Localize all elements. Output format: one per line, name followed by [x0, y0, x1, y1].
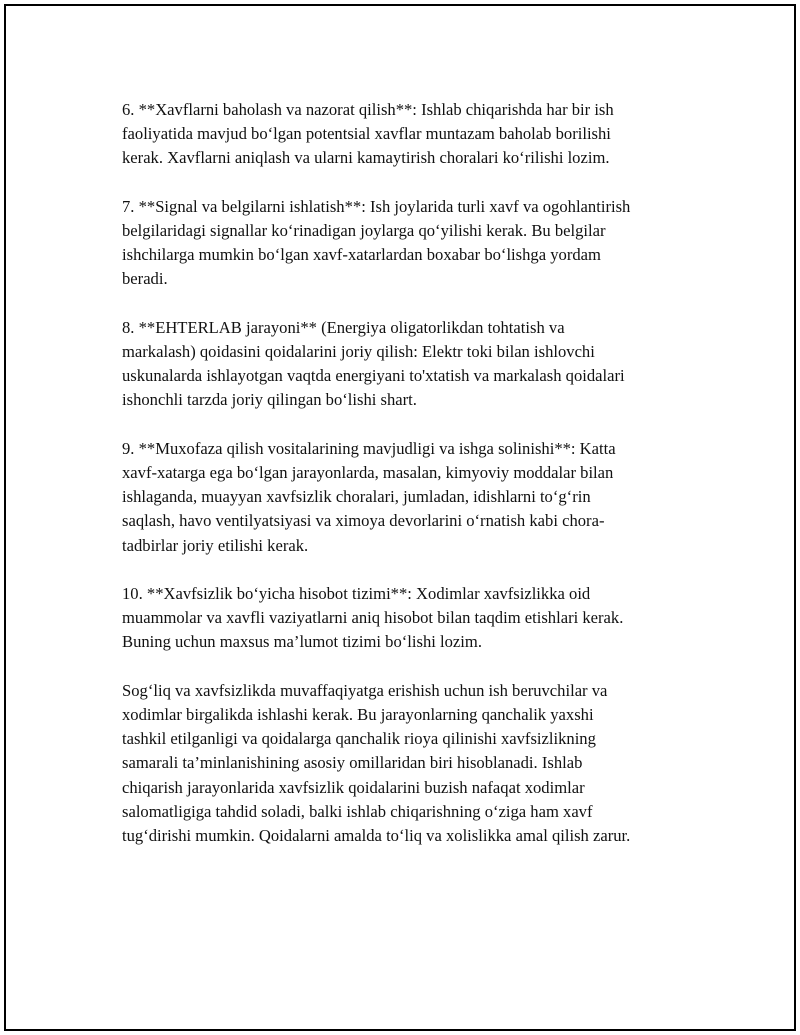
text-line: 7. **Signal va belgilarni ishlatish**: Ish joylarida turli xavf va ogohlantirish — [122, 196, 631, 216]
text-line: chiqarish jarayonlarida xavfsizlik qoidalarini buzish nafaqat xodimlar — [122, 777, 585, 797]
text-line: xavf-xatarga ega bo‘lgan jarayonlarda, masalan, kimyoviy moddalar bilan — [122, 463, 614, 482]
text-line: uskunalarda ishlayotgan vaqtda energiyani to'xtatish va markalash qoidalari — [122, 366, 625, 386]
text-line: markalash) qoidasini qoidalarini joriy qilish: Elektr toki bilan ishlovchi — [122, 342, 595, 361]
text-line: ishlaganda, muayyan xavfsizlik choralari, jumladan, idishlarni to‘g‘rin — [122, 487, 591, 507]
page-frame — [4, 4, 796, 1031]
document-body — [122, 98, 690, 872]
text-line: belgilaridagi signallar ko‘rinadigan joylarga qo‘yilishi kerak. Bu belgilar — [122, 221, 606, 240]
text-line: muammolar va xavfli vaziyatlarni aniq hisobot bilan taqdim etishlari kerak. — [122, 608, 624, 628]
text-line: 6. **Xavflarni baholash va nazorat qilish**: Ishlab chiqarishda har bir ish — [122, 100, 614, 119]
text-line: kerak. Xavflarni aniqlash va ularni kamaytirish choralari ko‘rilishi lozim. — [122, 148, 610, 168]
text-line: beradi. — [122, 269, 168, 289]
text-line: ishchilarga mumkin bo‘lgan xavf-xatarlardan boxabar bo‘lishga yordam — [122, 245, 601, 265]
text-line: tug‘dirishi mumkin. Qoidalarni amalda to‘liq va xolislikka amal qilish zarur. — [122, 826, 631, 846]
text-line: xodimlar birgalikda ishlashi kerak. Bu jarayonlarning qanchalik yaxshi — [122, 705, 594, 724]
paragraph-item-9 — [122, 437, 690, 558]
text-line: salomatligiga tahdid soladi, balki ishlab chiqarishning o‘ziga ham xavf — [122, 801, 593, 821]
paragraph-conclusion — [122, 679, 690, 848]
text-line: tashkil etilganligi va qoidalarga qanchalik rioya qilinishi xavfsizlikning — [122, 729, 596, 749]
text-line: ishonchli tarzda joriy qilingan bo‘lishi shart. — [122, 390, 417, 410]
text-line: samarali ta’minlanishining asosiy omillaridan biri hisoblanadi. Ishlab — [122, 753, 583, 773]
text-line: 10. **Xavfsizlik bo‘yicha hisobot tizimi**: Xodimlar xavfsizlikka oid — [122, 584, 591, 603]
text-line: saqlash, havo ventilyatsiyasi va ximoya devorlarini o‘rnatish kabi chora- — [122, 511, 605, 531]
paragraph-item-6 — [122, 98, 690, 171]
paragraph-item-8 — [122, 316, 690, 413]
paragraph-item-7 — [122, 195, 690, 292]
text-line: tadbirlar joriy etilishi kerak. — [122, 535, 309, 555]
text-line: 9. **Muxofaza qilish vositalarining mavjudligi va ishga solinishi**: Katta — [122, 438, 616, 458]
text-line: Buning uchun maxsus ma’lumot tizimi bo‘lishi lozim. — [122, 632, 482, 652]
text-line: faoliyatida mavjud bo‘lgan potentsial xavflar muntazam baholab borilishi — [122, 124, 611, 144]
text-line: 8. **EHTERLAB jarayoni** (Energiya oligatorlikdan tohtatish va — [122, 317, 565, 337]
paragraph-item-10 — [122, 582, 690, 655]
text-line: Sog‘liq va xavfsizlikda muvaffaqiyatga erishish uchun ish beruvchilar va — [122, 680, 608, 700]
